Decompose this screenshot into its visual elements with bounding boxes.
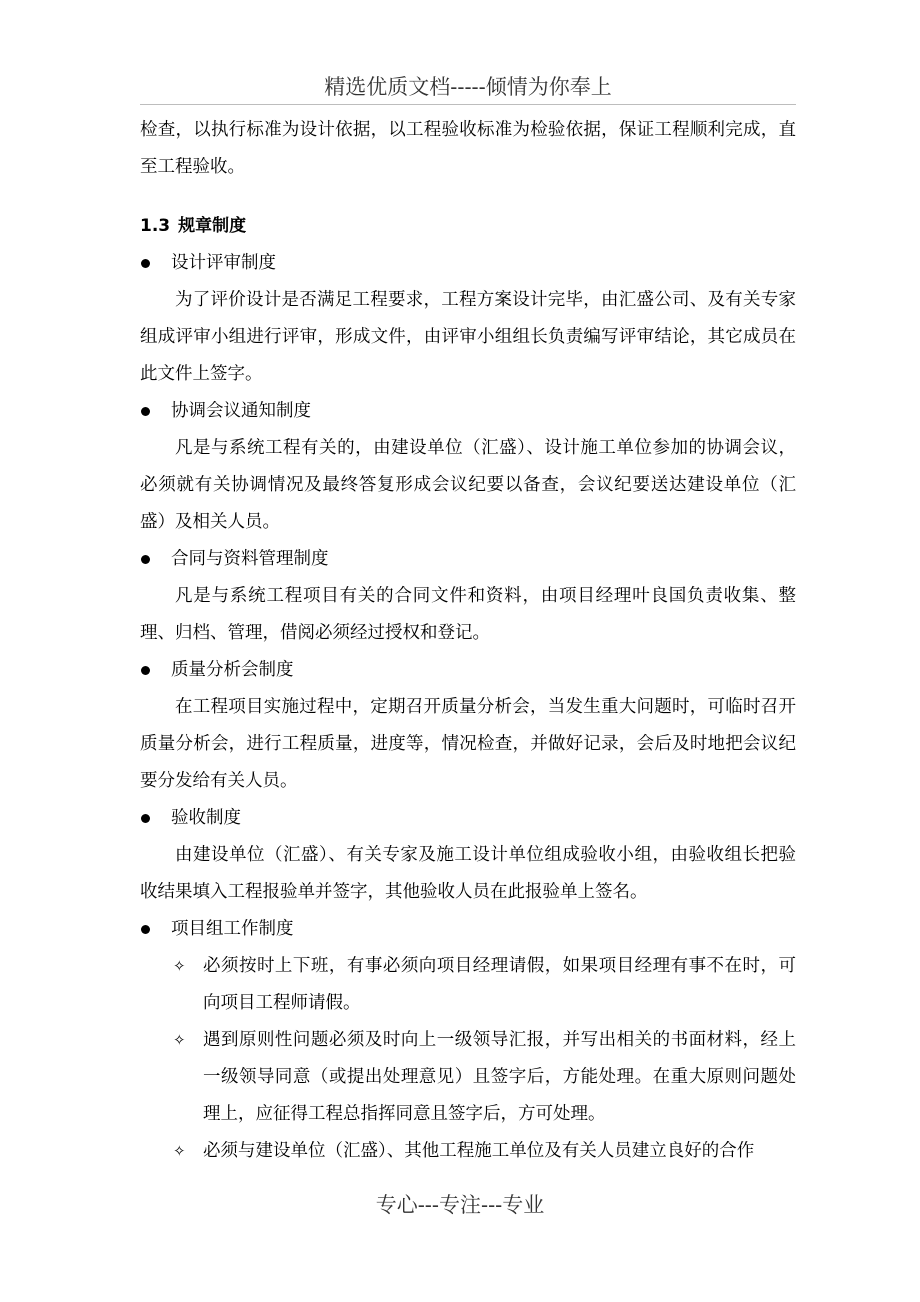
- diamond-bullet-icon: ✧: [173, 1142, 186, 1160]
- bullet-dot-icon: [141, 259, 150, 268]
- sub-item-text: 必须与建设单位（汇盛）、其他工程施工单位及有关人员建立良好的合作: [203, 1141, 755, 1161]
- diamond-bullet-icon: ✧: [173, 1031, 186, 1049]
- item-paragraph: 由建设单位（汇盛）、有关专家及施工设计单位组成验收小组，由验收组长把验收结果填入工程报验单并签字，其他验收人员在此报验单上签名。: [140, 845, 796, 902]
- bullet-item-quality-analysis: [140, 652, 796, 689]
- section-heading: [140, 208, 796, 245]
- bullet-dot-icon: [141, 666, 150, 675]
- bullet-item-team-work: [140, 911, 796, 948]
- section-number: 1.3: [140, 216, 171, 236]
- bullet-title: 质量分析会制度: [171, 660, 294, 680]
- item-paragraph: 凡是与系统工程有关的，由建设单位（汇盛）、设计施工单位参加的协调会议，必须就有关协调情况及最终答复形成会议纪要以备查，会议纪要送达建设单位（汇盛）及相关人员。: [140, 438, 796, 532]
- bullet-item-acceptance: [140, 800, 796, 837]
- bullet-dot-icon: [141, 407, 150, 416]
- bullet-title: 项目组工作制度: [171, 919, 294, 939]
- page-header: 精选优质文档-----倾情为你奉上: [140, 70, 796, 105]
- bullet-title: 合同与资料管理制度: [171, 549, 329, 569]
- sub-item-text: 遇到原则性问题必须及时向上一级领导汇报，并写出相关的书面材料，经上一级领导同意（或提出处理意见）且签字后，方能处理。在重大原则问题处理上，应征得工程总指挥同意且签字后，方可处理。: [203, 1030, 796, 1124]
- bullet-item-design-review: [140, 245, 796, 282]
- bullet-title: 验收制度: [171, 808, 241, 828]
- sub-item: [140, 1133, 796, 1170]
- bullet-dot-icon: [141, 814, 150, 823]
- diamond-bullet-icon: ✧: [173, 957, 186, 975]
- item-paragraph: 为了评价设计是否满足工程要求，工程方案设计完毕，由汇盛公司、及有关专家组成评审小组进行评审，形成文件，由评审小组组长负责编写评审结论，其它成员在此文件上签字。: [140, 290, 796, 384]
- bullet-item-contract-management: [140, 541, 796, 578]
- sub-item: [140, 948, 796, 1022]
- sub-item: [140, 1022, 796, 1133]
- bullet-item-coordination-meeting: [140, 393, 796, 430]
- item-paragraph: 在工程项目实施过程中，定期召开质量分析会，当发生重大问题时，可临时召开质量分析会，进行工程质量，进度等，情况检查，并做好记录，会后及时地把会议纪要分发给有关人员。: [140, 697, 796, 791]
- sub-item-text: 必须按时上下班，有事必须向项目经理请假，如果项目经理有事不在时，可向项目工程师请假。: [203, 956, 796, 1013]
- document-body: [140, 112, 796, 1170]
- page-footer: 专心---专注---专业: [375, 1193, 545, 1217]
- bullet-title: 设计评审制度: [171, 253, 276, 273]
- item-paragraph: 凡是与系统工程项目有关的合同文件和资料，由项目经理叶良国负责收集、整理、归档、管理，借阅必须经过授权和登记。: [140, 586, 796, 643]
- intro-paragraph: 检查，以执行标准为设计依据，以工程验收标准为检验依据，保证工程顺利完成，直至工程验收。: [140, 120, 796, 177]
- section-title: 规章制度: [178, 216, 247, 236]
- bullet-dot-icon: [141, 925, 150, 934]
- bullet-title: 协调会议通知制度: [171, 401, 311, 421]
- bullet-dot-icon: [141, 555, 150, 564]
